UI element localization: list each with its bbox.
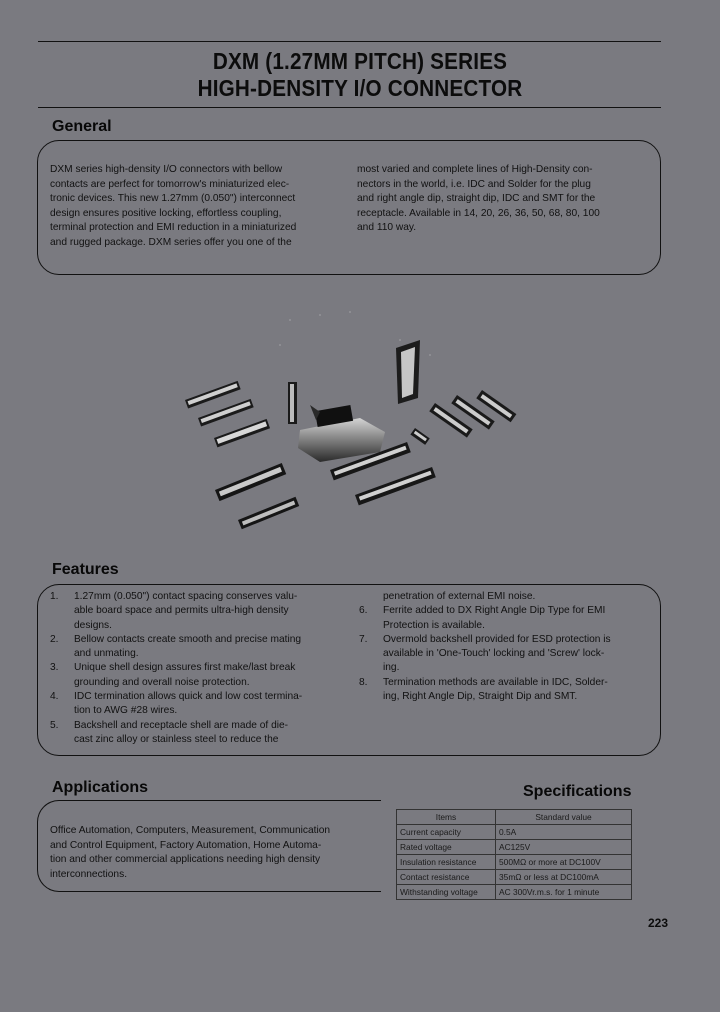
features-right-column [359, 590, 651, 704]
general-col1-line: tronic devices. This new 1.27mm (0.050") interconnect [50, 193, 296, 205]
page-number: 223 [647, 916, 668, 930]
connector-right-1 [410, 428, 429, 445]
feature-line: and unmating. [74, 648, 139, 660]
connector-left-2 [198, 399, 254, 427]
feature-line: cast zinc alloy or stainless steel to reduce the [74, 733, 279, 745]
feature-line: IDC termination allows quick and low cost termina- [74, 691, 303, 703]
feature-item-7 [359, 633, 651, 676]
feature-num: 8. [359, 676, 368, 688]
connector-left-3 [214, 419, 270, 448]
applications-line: tion and other commercial applications needing high density [50, 854, 321, 866]
feature-line: ing, Right Angle Dip, Straight Dip and SMT. [383, 691, 578, 703]
general-col1 [50, 163, 342, 251]
general-col2-line: most varied and complete lines of High-Density con- [357, 164, 593, 175]
feature-item-5 [50, 719, 342, 748]
feature-item-1 [50, 590, 342, 633]
feature-line: grounding and overall noise protection. [74, 676, 250, 688]
feature-item-2 [50, 633, 342, 662]
feature-line: Ferrite added to DX Right Angle Dip Type for EMI [383, 605, 606, 617]
spec-row [397, 885, 632, 900]
feature-num: 3. [50, 662, 59, 674]
spec-value: AC 300Vr.m.s. for 1 minute [496, 885, 632, 900]
feature-item-4 [50, 690, 342, 719]
general-col2-line: and 110 way. [357, 222, 417, 234]
feature-line: ing. [383, 662, 400, 674]
general-heading: General [52, 118, 112, 135]
page-title-line2: HIGH-DENSITY I/O CONNECTOR [197, 75, 523, 101]
general-col1-line: and rugged package. DXM series offer you one of the [50, 236, 292, 248]
general-col1-line: design ensures positive locking, effortless coupling, [50, 207, 282, 219]
specifications-heading: Specifications [523, 783, 632, 800]
top-rule [38, 41, 661, 42]
applications-text [50, 824, 380, 882]
general-col2-line: nectors in the world, i.e. IDC and Solder for the plug [357, 178, 591, 190]
feature-line: Backshell and receptacle shell are made of die- [74, 719, 289, 731]
spec-value: 500MΩ or more at DC100V [496, 855, 632, 870]
feature-num: 2. [50, 633, 59, 645]
spec-row [397, 840, 632, 855]
general-col2-line: and right angle dip, straight dip, IDC and SMT for the [357, 193, 596, 205]
spec-value: 0.5A [496, 825, 632, 840]
spec-item: Rated voltage [397, 840, 496, 855]
feature-num: 4. [50, 691, 59, 703]
feature-item-6 [359, 604, 651, 633]
applications-line: interconnections. [50, 868, 128, 880]
feature-item-5-continued: penetration of external EMI noise. [383, 591, 536, 602]
spec-item: Contact resistance [397, 870, 496, 885]
general-col1-line: contacts are perfect for tomorrow's miniaturized elec- [50, 178, 290, 190]
features-left-column [50, 590, 342, 747]
feature-num: 6. [359, 605, 368, 617]
spec-col-items: Items [397, 810, 496, 825]
feature-num: 1. [50, 591, 59, 602]
feature-line: Unique shell design assures first make/last break [74, 662, 296, 674]
feature-line: Termination methods are available in IDC, Solder- [383, 676, 608, 688]
feature-line: able board space and permits ultra-high density [74, 605, 289, 617]
feature-line: tion to AWG #28 wires. [74, 705, 178, 717]
feature-line: Bellow contacts create smooth and precise mating [74, 633, 302, 645]
feature-item-8 [359, 676, 651, 705]
applications-heading: Applications [52, 779, 149, 796]
spec-value: 35mΩ or less at DC100mA [496, 870, 632, 885]
features-heading: Features [52, 561, 119, 578]
spec-header-row [397, 810, 632, 825]
spec-col-value: Standard value [496, 810, 632, 825]
connector-lower-left-2 [238, 497, 299, 529]
feature-line: available in 'One-Touch' locking and 'Screw' lock- [383, 648, 605, 660]
general-col2 [357, 163, 649, 236]
feature-num: 7. [359, 633, 368, 645]
connector-vertical-small [288, 382, 297, 424]
page-title-line1: DXM (1.27MM PITCH) SERIES [212, 48, 508, 74]
connector-left-1 [185, 381, 241, 409]
feature-item-3 [50, 661, 342, 690]
connector-vertical-tall [396, 340, 420, 404]
spec-item: Current capacity [397, 825, 496, 840]
applications-line: Office Automation, Computers, Measurement, Communication [50, 825, 331, 836]
general-col1-line: DXM series high-density I/O connectors with bellow [50, 164, 283, 175]
feature-line: 1.27mm (0.050") contact spacing conserves valu- [74, 591, 298, 602]
title-bottom-rule [38, 107, 661, 108]
feature-line: Protection is available. [383, 619, 485, 631]
spec-row [397, 825, 632, 840]
spec-item: Withstanding voltage [397, 885, 496, 900]
feature-num: 5. [50, 719, 59, 731]
spec-row [397, 870, 632, 885]
applications-line: and Control Equipment, Factory Automation, Home Automa- [50, 839, 322, 851]
general-col2-line: receptacle. Available in 14, 20, 26, 36, 50, 68, 80, 100 [357, 207, 600, 219]
connector-product-photo [170, 300, 530, 530]
general-col1-line: terminal protection and EMI reduction in a miniaturized [50, 222, 297, 234]
spec-item: Insulation resistance [397, 855, 496, 870]
spec-row [397, 855, 632, 870]
feature-line: Overmold backshell provided for ESD protection is [383, 633, 611, 645]
spec-value: AC125V [496, 840, 632, 855]
connector-center-strip-2 [355, 467, 436, 505]
feature-line: designs. [74, 619, 112, 631]
specifications-table [396, 809, 632, 900]
connector-lower-left-1 [215, 463, 286, 501]
connector-backshell-center [298, 405, 385, 462]
